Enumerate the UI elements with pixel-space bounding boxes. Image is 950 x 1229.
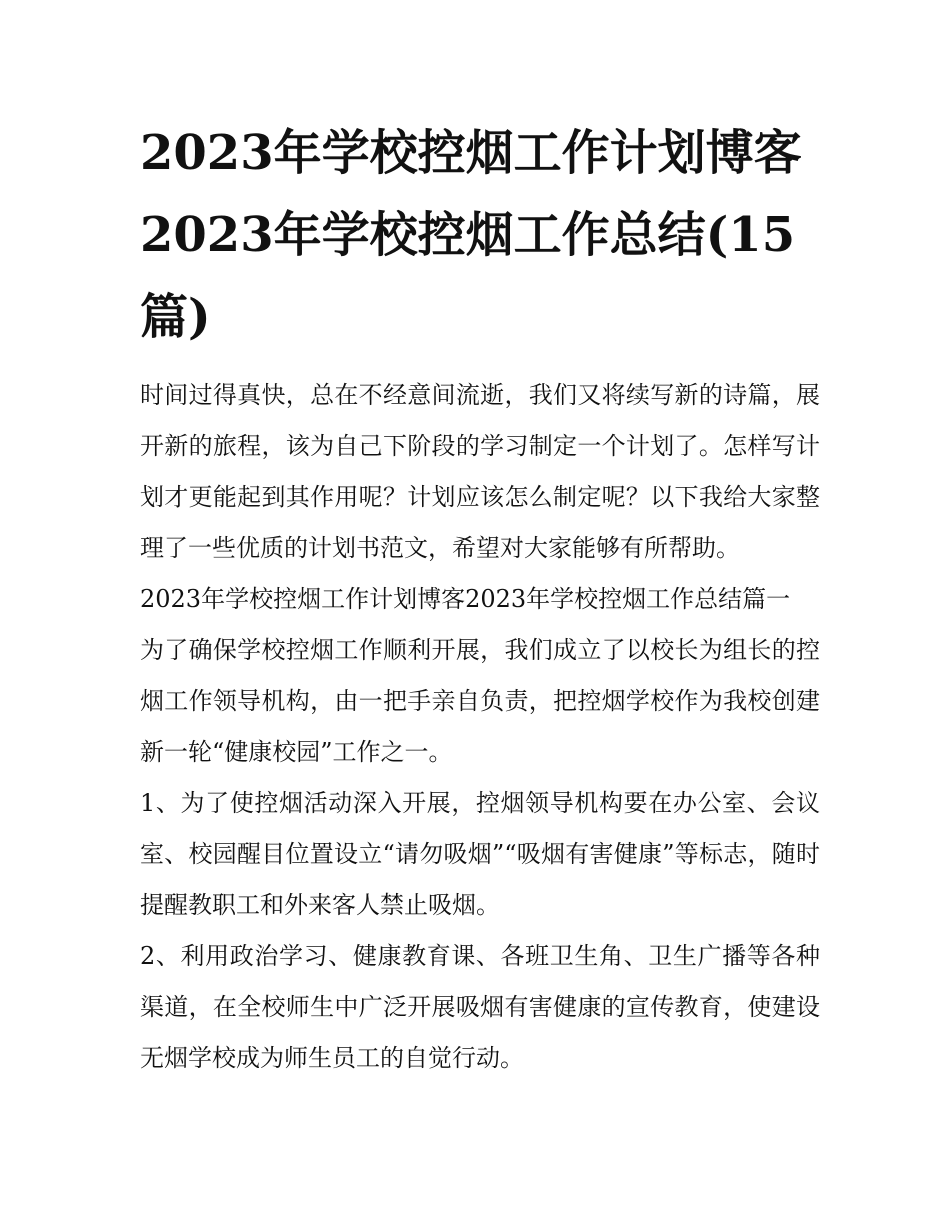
document-title: 2023年学校控烟工作计划博客2023年学校控烟工作总结(15篇) (140, 125, 802, 345)
list-item-1: 1、为了使控烟活动深入开展，控烟领导机构要在办公室、会议室、校园醒目位置设立“请勿吸烟”“吸烟有害健康”等标志，随时提醒教职工和外来客人禁止吸烟。 (140, 789, 820, 919)
body-paragraph: 为了确保学校控烟工作顺利开展，我们成立了以校长为组长的控烟工作领导机构，由一把手亲自负责，把控烟学校作为我校创建新一轮“健康校园”工作之一。 (140, 636, 820, 766)
document-page (140, 112, 820, 1084)
list-item-2: 2、利用政治学习、健康教育课、各班卫生角、卫生广播等各种渠道，在全校师生中广泛开展吸烟有害健康的宣传教育，使建设无烟学校成为师生员工的自觉行动。 (140, 942, 820, 1072)
section-heading: 2023年学校控烟工作计划博客2023年学校控烟工作总结篇一 (140, 585, 791, 613)
intro-paragraph: 时间过得真快，总在不经意间流逝，我们又将续写新的诗篇，展开新的旅程，该为自己下阶段的学习制定一个计划了。怎样写计划才更能起到其作用呢？计划应该怎么制定呢？以下我给大家整理了一些优质的计划书范文，希望对大家能够有所帮助。 (140, 381, 820, 562)
